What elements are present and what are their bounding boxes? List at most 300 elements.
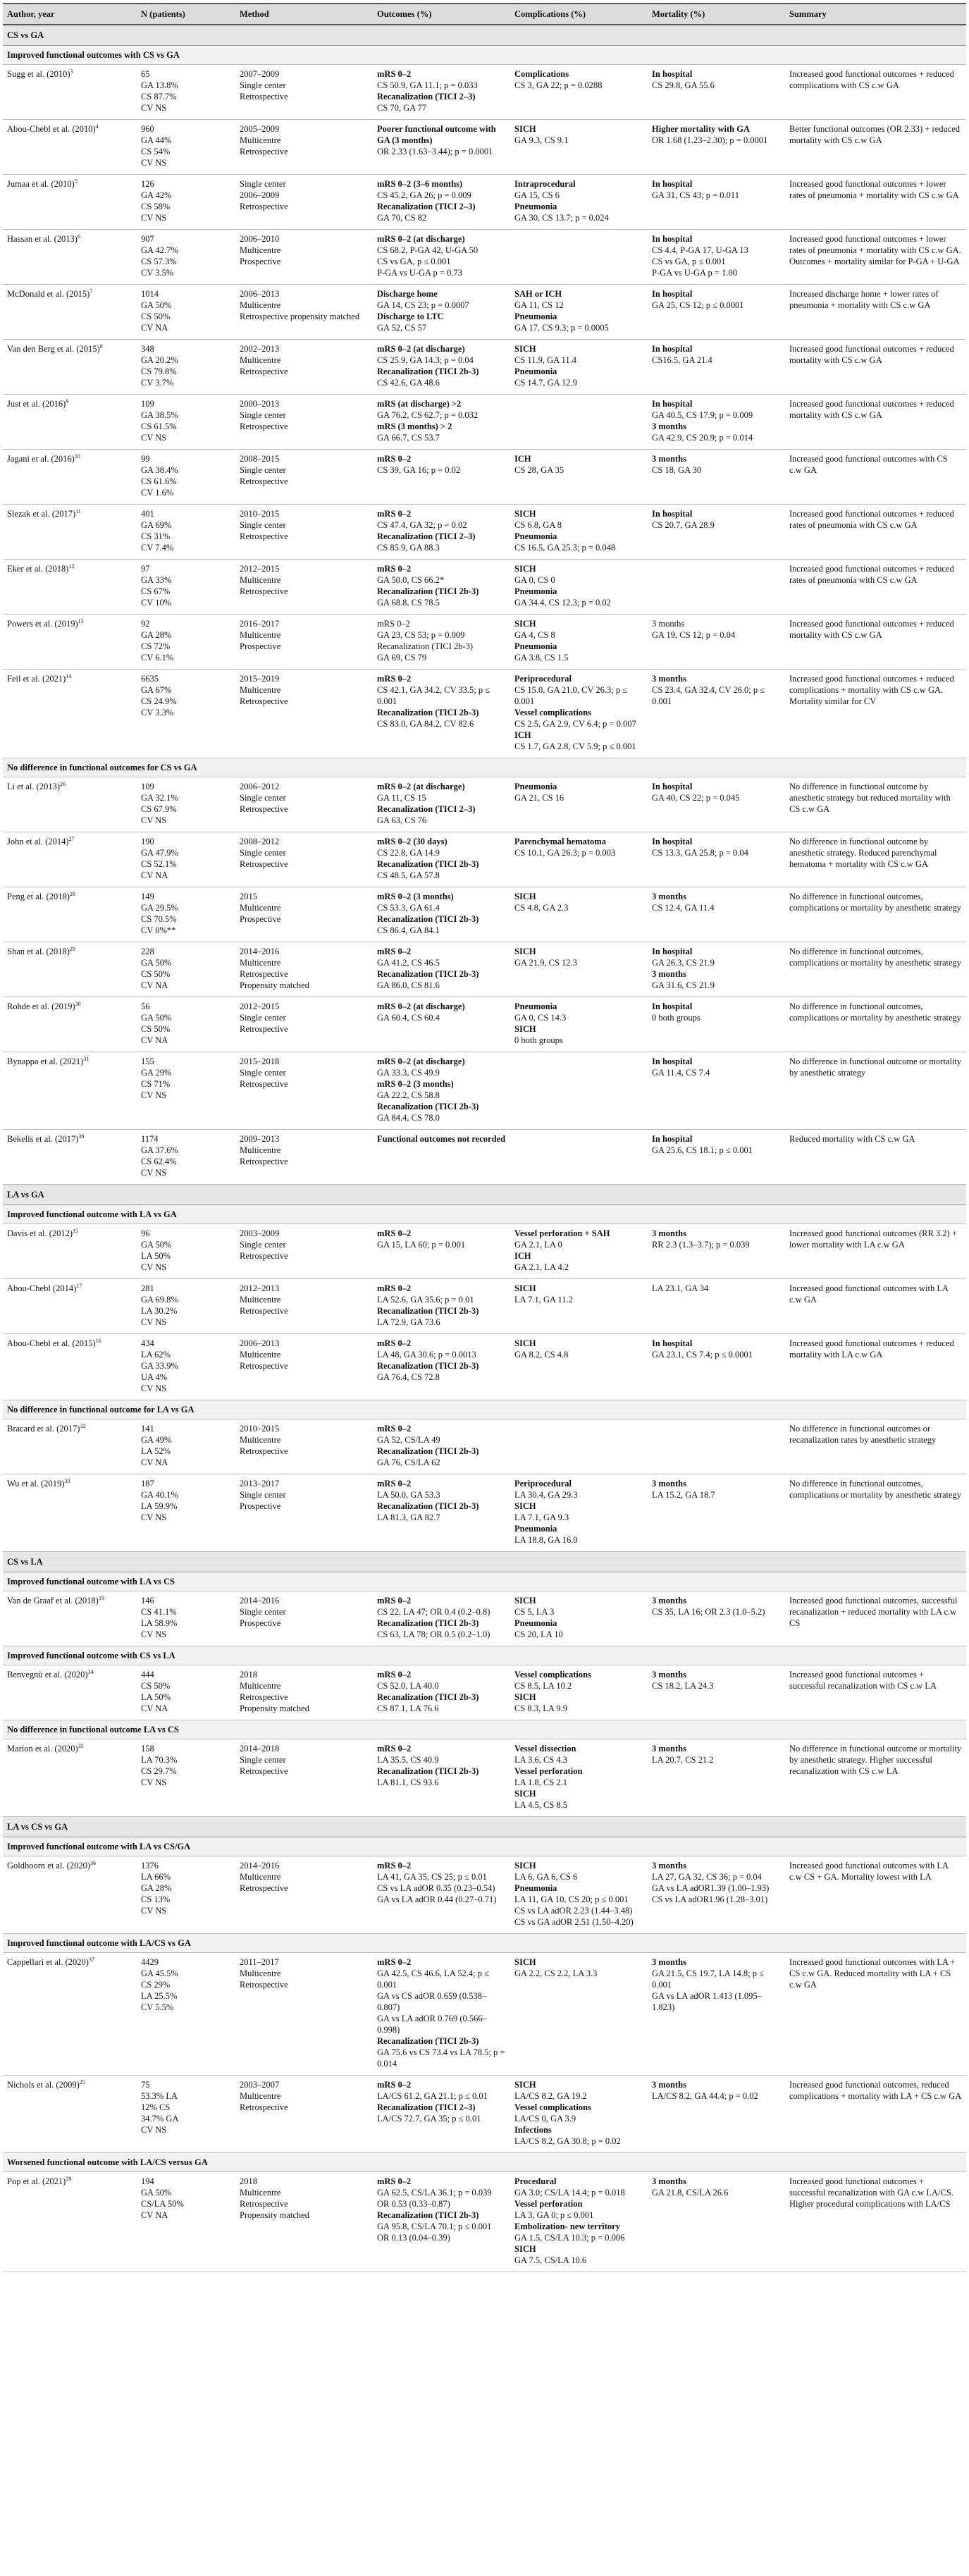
header-outcomes: Outcomes (%) <box>373 4 510 25</box>
patients-line: GA 50% <box>141 958 172 968</box>
method-line: 2009–2013 <box>240 1134 280 1144</box>
patients-line: GA 42.7% <box>141 245 178 255</box>
patients-line: CV 3.5% <box>141 268 174 278</box>
complication-line: LA 6, GA 6, CS 6 <box>514 1872 578 1882</box>
mortality-line: 3 months <box>652 2080 686 2090</box>
outcome-line: GA 33.3, CS 49.9 <box>377 1068 440 1078</box>
author-cell <box>3 340 137 395</box>
patients-line: GA 37.6% <box>141 1145 178 1155</box>
outcome-line: mRS 0–2 (3 months) <box>377 1079 454 1089</box>
patients-line: 960 <box>141 124 154 134</box>
outcome-line: Discharge to LTC <box>377 312 444 321</box>
table-row <box>3 1419 966 1474</box>
reference-number: 33 <box>64 1477 70 1484</box>
subsection-title: No difference in functional outcome for LA vs GA <box>3 1400 966 1419</box>
section-row <box>3 1817 966 1837</box>
summary-cell: Increased good functional outcomes + reduced complications + mortality with CS c.w GA. Mortality similar for CV <box>785 670 966 758</box>
reference-number: 3 <box>70 68 73 75</box>
header-summary: Summary <box>785 4 966 25</box>
outcome-line: CS vs LA adOR 0.35 (0.23–0.54) <box>377 1883 495 1893</box>
summary-cell: No difference in functional outcome by anesthetic strategy. Reduced parenchymal hematoma + mortality with CS c.w GA <box>785 832 966 887</box>
complication-line: LA 30.4, GA 29.3 <box>514 1490 578 1500</box>
complication-line: SICH <box>514 2080 536 2090</box>
method-line: Retrospective <box>240 804 288 814</box>
patients-line: CS/LA 50% <box>141 2199 184 2209</box>
patients-cell <box>137 285 235 340</box>
patients-line: CS 50% <box>141 1681 171 1691</box>
patients-line: GA 50% <box>141 1240 172 1250</box>
reference-number: 32 <box>80 1422 86 1429</box>
summary-cell: Increased discharge home + lower rates of pneumonia + mortality with CS c.w GA <box>785 285 966 340</box>
patients-line: 53.3% LA <box>141 2091 178 2101</box>
method-cell <box>235 560 373 615</box>
method-line: Single center <box>240 1068 286 1078</box>
outcomes-cell <box>373 1739 510 1817</box>
method-line: Single center <box>240 848 286 858</box>
patients-cell <box>137 1052 235 1130</box>
method-line: Single center <box>240 520 286 530</box>
mortality-line: GA 19, CS 12; p = 0.04 <box>652 630 736 640</box>
outcome-line: Recanalization (TICI 2b-3) <box>377 2210 479 2220</box>
complication-line: SICH <box>514 947 536 956</box>
patients-cell <box>137 175 235 230</box>
patients-line: 99 <box>141 454 150 464</box>
patients-line: CV NS <box>141 1317 167 1327</box>
table-row <box>3 65 966 120</box>
table-row <box>3 1474 966 1552</box>
patients-line: 155 <box>141 1056 154 1066</box>
complication-line: SICH <box>514 344 536 354</box>
complications-cell <box>510 175 648 230</box>
author-cell <box>3 65 137 120</box>
complication-line: CS 8.5, LA 10.2 <box>514 1681 572 1691</box>
table-row <box>3 230 966 285</box>
author-name: Sugg et al. (2010) <box>7 69 70 79</box>
author-name: Eker et al. (2018) <box>7 564 69 574</box>
complication-line: GA 4, CS 8 <box>514 630 555 640</box>
section-row <box>3 1552 966 1572</box>
complication-line: CS 20, LA 10 <box>514 1629 563 1639</box>
reference-number: 4 <box>95 123 99 130</box>
method-line: Multicentre <box>240 355 281 365</box>
patients-line: CS 67% <box>141 586 171 596</box>
method-cell <box>235 505 373 560</box>
complications-cell <box>510 450 648 505</box>
complication-line: LA/CS 0, GA 3.9 <box>514 2114 576 2124</box>
patients-line: CS 61.5% <box>141 421 177 431</box>
complications-cell <box>510 1279 648 1334</box>
table-row <box>3 777 966 832</box>
mortality-line: GA vs LA adOR1.39 (1.00–1.93) <box>652 1883 770 1893</box>
method-cell <box>235 615 373 670</box>
outcome-line: mRS 0–2 <box>377 454 412 464</box>
complication-line: LA 18.8, GA 16.0 <box>514 1535 578 1545</box>
mortality-line: Higher mortality with GA <box>652 124 750 134</box>
table-row <box>3 1130 966 1185</box>
complication-line: Embolization- new territory <box>514 2221 620 2231</box>
method-line: 2006–2009 <box>240 190 280 200</box>
reference-number: 19 <box>98 1594 104 1601</box>
subsection-row <box>3 1400 966 1419</box>
patients-line: CV NA <box>141 323 168 333</box>
author-cell <box>3 1591 137 1646</box>
reference-number: 38 <box>78 1133 85 1140</box>
outcomes-cell <box>373 2076 510 2153</box>
mortality-cell <box>648 285 785 340</box>
patients-line: 1014 <box>141 289 159 299</box>
method-line: Prospective <box>240 641 281 651</box>
outcomes-cell <box>373 65 510 120</box>
outcome-line: GA 70, CS 82 <box>377 213 427 223</box>
outcome-line: mRS 0–2 <box>377 1424 412 1434</box>
complication-line: GA 21.9, CS 12.3 <box>514 958 577 968</box>
outcome-line: mRS 0–2 <box>377 2080 412 2090</box>
patients-line: CS 72% <box>141 641 171 651</box>
patients-line: 190 <box>141 837 154 846</box>
patients-cell <box>137 887 235 942</box>
author-cell <box>3 942 137 997</box>
patients-line: LA 58.9% <box>141 1618 178 1628</box>
patients-line: GA 50% <box>141 2188 172 2198</box>
author-cell <box>3 670 137 758</box>
outcome-line: Recanalization (TICI 2–3) <box>377 92 476 101</box>
complication-line: Parenchymal hematoma <box>514 837 606 846</box>
complications-cell <box>510 1052 648 1130</box>
reference-number: 34 <box>87 1668 94 1675</box>
method-cell <box>235 997 373 1052</box>
patients-line: GA 38.5% <box>141 410 178 420</box>
complication-line: SICH <box>514 1501 536 1511</box>
complication-line: LA 3, GA 0; p ≤ 0.001 <box>514 2210 594 2220</box>
method-line: Multicentre <box>240 1681 281 1691</box>
table-row <box>3 175 966 230</box>
reference-number: 17 <box>76 1282 82 1289</box>
summary-cell: Increased good functional outcomes + successful recanalization with GA c.w LA/CS. Higher procedural complications with LA/CS <box>785 2172 966 2272</box>
complication-line: Pneumonia <box>514 312 557 321</box>
complication-line: Periprocedural <box>514 674 572 684</box>
outcomes-cell <box>373 615 510 670</box>
patients-line: 12% CS <box>141 2102 171 2112</box>
summary-cell: Increased good functional outcomes + reduced mortality with LA c.w GA <box>785 1334 966 1400</box>
author-cell <box>3 1739 137 1817</box>
method-cell <box>235 1334 373 1400</box>
author-name: Goldhoorn et al. (2020) <box>7 1861 91 1871</box>
outcomes-cell <box>373 395 510 450</box>
patients-line: CS 41.1% <box>141 1607 177 1617</box>
mortality-cell <box>648 997 785 1052</box>
mortality-line: In hospital <box>652 837 693 846</box>
outcome-line: GA vs LA adOR 0.44 (0.27–0.71) <box>377 1894 497 1904</box>
method-line: Multicentre <box>240 1872 281 1882</box>
table-header <box>3 4 966 25</box>
author-cell <box>3 832 137 887</box>
summary-cell: No difference in functional outcomes, complications or mortality by anesthetic strategy <box>785 887 966 942</box>
patients-line: CV NS <box>141 158 167 168</box>
outcomes-cell <box>373 285 510 340</box>
mortality-line: CS 4.4, P-GA 17, U-GA 13 <box>652 245 748 255</box>
author-name: Bracard et al. (2017) <box>7 1424 80 1434</box>
method-cell <box>235 120 373 175</box>
mortality-line: GA 26.3, CS 21.9 <box>652 958 715 968</box>
complication-line: CS 8.3, LA 9.9 <box>514 1703 568 1713</box>
mortality-line: OR 1.68 (1.23–2.30); p = 0.0001 <box>652 135 768 145</box>
complication-line: SICH <box>514 1596 536 1606</box>
complication-line: CS 11.9, GA 11.4 <box>514 355 576 365</box>
author-cell <box>3 1130 137 1185</box>
author-cell <box>3 1224 137 1279</box>
summary-cell: No difference in functional outcomes, complications or mortality by anesthetic strategy <box>785 1474 966 1552</box>
method-line: 2006–2013 <box>240 1338 280 1348</box>
reference-number: 39 <box>66 2175 72 2182</box>
outcome-line: Recanalization (TICI 2–3) <box>377 202 476 211</box>
mortality-cell <box>648 1856 785 1934</box>
author-cell <box>3 2172 137 2272</box>
complication-line: Vessel perforation <box>514 1766 583 1776</box>
patients-cell <box>137 395 235 450</box>
patients-line: 126 <box>141 179 154 189</box>
outcome-line: mRS 0–2 <box>377 1957 412 1967</box>
patients-line: 187 <box>141 1479 154 1489</box>
outcome-line: CS 53.3, GA 61.4 <box>377 903 440 913</box>
method-line: Retrospective <box>240 1446 288 1456</box>
mortality-line: 3 months <box>652 454 686 464</box>
method-cell <box>235 832 373 887</box>
patients-line: CV NS <box>141 2125 167 2135</box>
patients-line: 6635 <box>141 674 159 684</box>
patients-line: CV NA <box>141 1035 168 1045</box>
patients-line: UA 4% <box>141 1372 168 1382</box>
outcome-line: GA 63, CS 76 <box>377 815 427 825</box>
outcome-line: Recanalization (TICI 2b-3) <box>377 1618 479 1628</box>
outcomes-cell <box>373 777 510 832</box>
patients-line: GA 33% <box>141 575 172 585</box>
table-row <box>3 395 966 450</box>
outcome-line: GA 41.2, CS 46.5 <box>377 958 440 968</box>
mortality-line: 3 months <box>652 969 686 979</box>
author-name: Feil et al. (2021) <box>7 674 66 684</box>
table-row <box>3 1739 966 1817</box>
summary-cell: Increased good functional outcomes + reduced rates of pneumonia with CS c.w GA <box>785 560 966 615</box>
mortality-line: GA 21.5, CS 19.7, LA 14.8; p ≤ 0.001 <box>652 1968 764 1990</box>
patients-line: GA 50% <box>141 1013 172 1023</box>
method-line: Retrospective <box>240 1306 288 1316</box>
complications-cell <box>510 340 648 395</box>
complication-line: CS vs GA adOR 2.51 (1.50–4.20) <box>514 1917 634 1927</box>
method-cell <box>235 1224 373 1279</box>
method-line: Multicentre <box>240 958 281 968</box>
complications-cell <box>510 65 648 120</box>
patients-line: CS 54% <box>141 147 171 156</box>
patients-line: CV NS <box>141 1262 167 1272</box>
patients-line: CS 29.7% <box>141 1766 177 1776</box>
header-author: Author, year <box>3 4 137 25</box>
patients-line: CV 5.5% <box>141 2002 174 2012</box>
method-line: Multicentre <box>240 903 281 913</box>
method-line: Multicentre <box>240 245 281 255</box>
mortality-line: 3 months <box>652 1744 686 1754</box>
complication-line: Intraprocedural <box>514 179 576 189</box>
complication-line: GA 2.1, LA 4.2 <box>514 1262 569 1272</box>
summary-cell: Better functional outcomes (OR 2.33) + reduced mortality with CS c.w GA <box>785 120 966 175</box>
patients-line: 97 <box>141 564 150 574</box>
reference-number: 37 <box>88 1956 94 1963</box>
method-line: Multicentre <box>240 630 281 640</box>
patients-line: LA 66% <box>141 1872 171 1882</box>
complication-line: GA 15, CS 6 <box>514 190 560 200</box>
outcomes-cell <box>373 1591 510 1646</box>
method-line: Multicentre <box>240 300 281 310</box>
method-cell <box>235 887 373 942</box>
patients-line: GA 42% <box>141 190 172 200</box>
complication-line: LA/CS 8.2, GA 30.8; p = 0.02 <box>514 2136 621 2146</box>
complication-line: SICH <box>514 619 536 629</box>
header-n: N (patients) <box>137 4 235 25</box>
method-line: Retrospective <box>240 1251 288 1261</box>
mortality-cell <box>648 230 785 285</box>
mortality-line: In hospital <box>652 344 693 354</box>
author-cell <box>3 1419 137 1474</box>
outcome-line: mRS 0–2 <box>377 1670 412 1680</box>
method-cell <box>235 65 373 120</box>
summary-cell: Increased good functional outcomes, reduced complications + mortality with LA + CS c.w GA <box>785 2076 966 2153</box>
complication-line: CS 2.5, GA 2.9, CV 6.4; p = 0.007 <box>514 719 636 729</box>
outcome-line: LA 81.1, CS 93.6 <box>377 1777 439 1787</box>
patients-line: CV NS <box>141 1168 167 1178</box>
reference-number: 12 <box>68 562 75 569</box>
patients-cell <box>137 832 235 887</box>
method-cell <box>235 230 373 285</box>
author-name: Hassan et al. (2013) <box>7 234 78 244</box>
method-line: 2010–2015 <box>240 1424 280 1434</box>
method-cell <box>235 175 373 230</box>
subsection-row <box>3 2153 966 2172</box>
outcome-line: CS 83.0, GA 84.2, CV 82.6 <box>377 719 474 729</box>
patients-cell <box>137 777 235 832</box>
mortality-line: In hospital <box>652 1002 693 1011</box>
outcome-line: LA 52.6, GA 35.6; p = 0.01 <box>377 1295 474 1305</box>
patients-line: GA 32.1% <box>141 793 178 803</box>
patients-cell <box>137 1279 235 1334</box>
patients-line: CV NA <box>141 1458 168 1467</box>
method-line: Prospective <box>240 1618 281 1628</box>
outcome-line: mRS 0–2 <box>377 1338 412 1348</box>
method-line: Prospective <box>240 1501 281 1511</box>
outcomes-cell <box>373 1224 510 1279</box>
complications-cell <box>510 1591 648 1646</box>
reference-number: 25 <box>79 2078 85 2085</box>
patients-line: GA 40.1% <box>141 1490 178 1500</box>
subsection-row <box>3 1720 966 1739</box>
outcomes-cell <box>373 2172 510 2272</box>
table-row <box>3 1856 966 1934</box>
outcome-line: mRS 0–2 <box>377 674 412 684</box>
mortality-cell <box>648 1665 785 1720</box>
subsection-row <box>3 46 966 65</box>
outcome-line: GA 52, CS 57 <box>377 323 427 333</box>
complications-cell <box>510 2076 648 2153</box>
patients-cell <box>137 670 235 758</box>
complication-line: LA/CS 8.2, GA 19.2 <box>514 2091 587 2101</box>
author-name: McDonald et al. (2015) <box>7 289 90 299</box>
outcome-line: Recanalization (TICI 2b-3) <box>377 1361 479 1371</box>
table-row <box>3 120 966 175</box>
reference-number: 6 <box>77 233 80 240</box>
outcome-line: mRS 0–2 (30 days) <box>377 837 448 846</box>
method-line: Retrospective <box>240 1883 288 1893</box>
mortality-line: CS 20.7, GA 28.9 <box>652 520 715 530</box>
mortality-cell <box>648 777 785 832</box>
outcomes-cell <box>373 1334 510 1400</box>
method-cell <box>235 450 373 505</box>
mortality-line: In hospital <box>652 1056 693 1066</box>
mortality-line: In hospital <box>652 234 693 244</box>
outcome-line: mRS 0–2 <box>377 509 412 519</box>
complication-line: SICH <box>514 509 536 519</box>
subsection-title: Improved functional outcome with LA vs CS <box>3 1572 966 1591</box>
outcome-line: GA 52, CS/LA 49 <box>377 1435 440 1445</box>
outcome-line: GA 22.2, CS 58.8 <box>377 1090 440 1100</box>
patients-cell <box>137 505 235 560</box>
author-name: John et al. (2014) <box>7 837 69 846</box>
method-line: 2010–2015 <box>240 509 280 519</box>
summary-cell: Increased good functional outcomes + reduced mortality with CS c.w GA <box>785 615 966 670</box>
method-line: 2012–2013 <box>240 1283 280 1293</box>
complication-line: SICH <box>514 1283 536 1293</box>
complication-line: Pneumonia <box>514 1618 557 1628</box>
patients-cell <box>137 1739 235 1817</box>
patients-line: 34.7% GA <box>141 2114 179 2124</box>
mortality-line: In hospital <box>652 179 693 189</box>
complication-line: SICH <box>514 1692 536 1702</box>
outcome-line: Poorer functional outcome with GA (3 months) <box>377 124 496 145</box>
outcome-line: Recanalization (TICI 2b-3) <box>377 859 479 869</box>
mortality-cell <box>648 832 785 887</box>
table-row <box>3 887 966 942</box>
mortality-cell <box>648 1474 785 1552</box>
method-line: Propensity matched <box>240 2210 309 2220</box>
method-line: Prospective <box>240 257 281 266</box>
outcomes-cell <box>373 560 510 615</box>
complication-line: 0 both groups <box>514 1035 563 1045</box>
outcome-line: CS vs GA, p ≤ 0.001 <box>377 257 451 266</box>
patients-line: CV NS <box>141 213 167 223</box>
patients-line: GA 29.5% <box>141 903 178 913</box>
outcome-line: OR 2.33 (1.63–3.44); p = 0.0001 <box>377 147 493 156</box>
summary-cell: No difference in functional outcomes, complications or mortality by anesthetic strategy <box>785 942 966 997</box>
patients-line: 141 <box>141 1424 154 1434</box>
patients-cell <box>137 1953 235 2076</box>
table-row <box>3 997 966 1052</box>
outcomes-cell <box>373 340 510 395</box>
reference-number: 35 <box>78 1742 84 1749</box>
header-mortality: Mortality (%) <box>648 4 785 25</box>
complications-cell <box>510 615 648 670</box>
outcomes-cell <box>373 175 510 230</box>
complication-line: LA 4.5, CS 8.5 <box>514 1800 568 1810</box>
method-line: Single center <box>240 1013 286 1023</box>
patients-line: CV NS <box>141 815 167 825</box>
method-line: Retrospective <box>240 696 288 706</box>
patients-line: CS 50% <box>141 312 171 321</box>
table-row <box>3 1591 966 1646</box>
patients-line: CV NS <box>141 1090 167 1100</box>
complication-line: GA 2.2, CS 2.2, LA 3.3 <box>514 1968 598 1978</box>
complication-line: SICH <box>514 892 536 901</box>
section-title: LA vs GA <box>3 1185 966 1205</box>
summary-cell: Increased good functional outcomes + reduced mortality with CS c.w GA <box>785 340 966 395</box>
mortality-cell <box>648 1052 785 1130</box>
complication-line: GA 3.0; CS/LA 14.4; p = 0.018 <box>514 2188 625 2198</box>
